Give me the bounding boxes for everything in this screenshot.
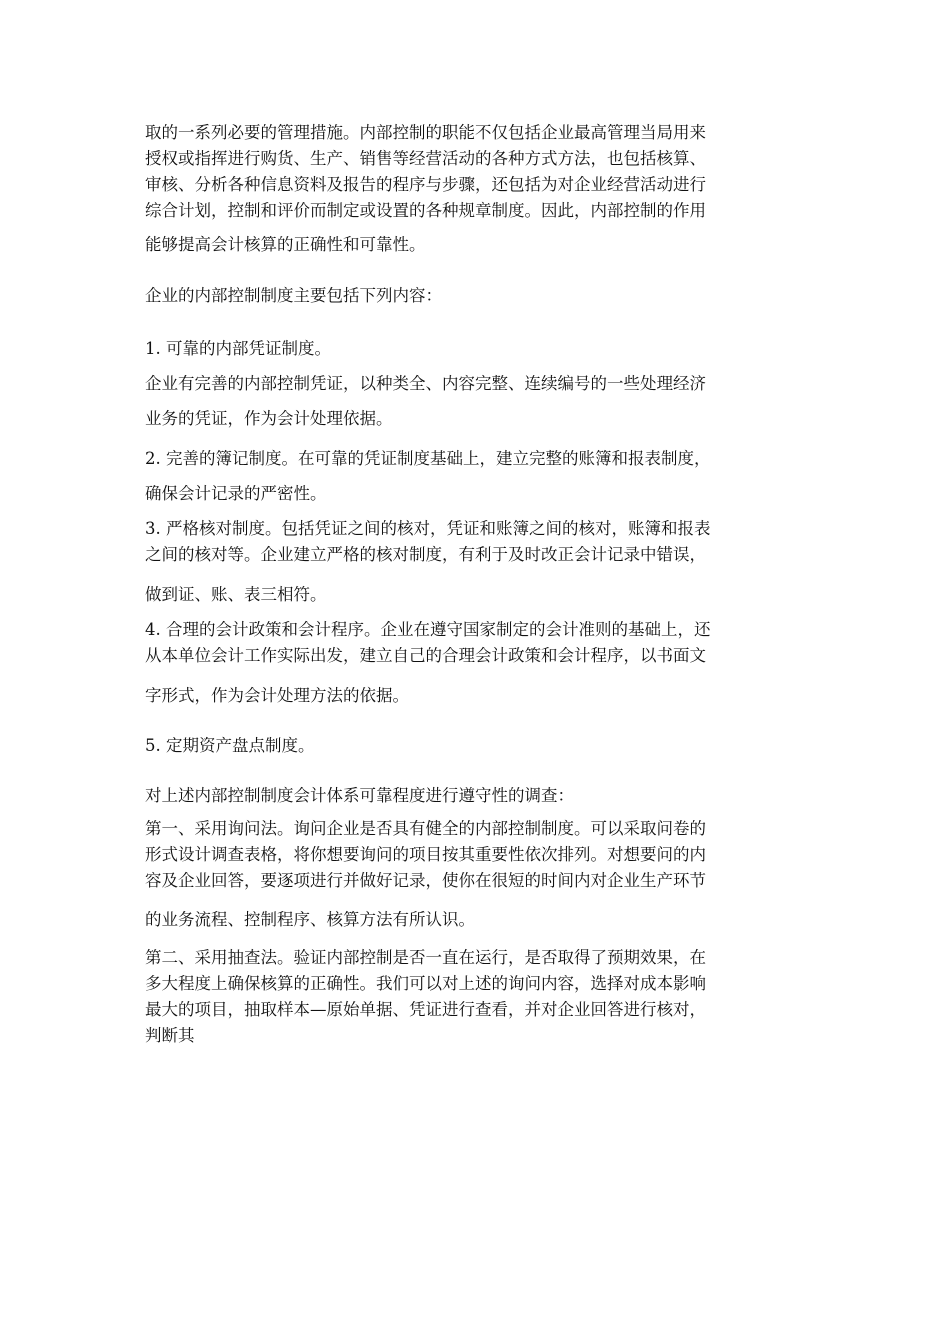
list-item-1-heading: 1. 可靠的内部凭证制度。 <box>145 339 331 358</box>
paragraph-inquiry-method: 第一、采用询问法。询问企业是否具有健全的内部控制制度。可以采取问卷的 形式设计调查表格，将你想要询问的项目按其重要性依次排列。对想要问的内 容及企业回答，要逐项进行并做好记录，使你在很短的时间内对企业生产环节 <box>145 819 706 890</box>
paragraph-control-role: 能够提高会计核算的正确性和可靠性。 <box>145 235 426 254</box>
paragraph-compliance-survey-intro: 对上述内部控制制度会计体系可靠程度进行遵守性的调查： <box>145 786 574 805</box>
list-item-3-cont: 做到证、账、表三相符。 <box>145 585 327 604</box>
list-item-4-cont: 字形式，作为会计处理方法的依据。 <box>145 686 409 705</box>
paragraph-inquiry-method-cont: 的业务流程、控制程序、核算方法有所认识。 <box>145 910 475 929</box>
list-item-1-body: 企业有完善的内部控制凭证，以种类全、内容完整、连续编号的一些处理经济 <box>145 374 706 393</box>
paragraph-control-functions: 取的一系列必要的管理措施。内部控制的职能不仅包括企业最高管理当局用来 授权或指挥进行购货、生产、销售等经营活动的各种方式方法，也包括核算、 审核、分析各种信息资料及报告的程序与步骤，还包括为对企业经营活动进行 综合计划，控制和评价而制定或设置的各种规章制度。因此，内部控制的作用 <box>145 123 706 220</box>
list-item-2-cont: 确保会计记录的严密性。 <box>145 484 327 503</box>
paragraph-sampling-method: 第二、采用抽查法。验证内部控制是否一直在运行，是否取得了预期效果，在 多大程度上确保核算的正确性。我们可以对上述的询问内容，选择对成本影响 最大的项目，抽取样本—原始单据、凭证进行查看，并对企业回答进行核对， 判断其 <box>145 948 706 1045</box>
paragraph-system-contents-intro: 企业的内部控制制度主要包括下列内容： <box>145 286 442 305</box>
list-item-3: 3. 严格核对制度。包括凭证之间的核对，凭证和账簿之间的核对，账簿和报表 之间的核对等。企业建立严格的核对制度，有利于及时改正会计记录中错误， <box>145 519 711 564</box>
list-item-4: 4. 合理的会计政策和会计程序。企业在遵守国家制定的会计准则的基础上，还 从本单位会计工作实际出发，建立自己的合理会计政策和会计程序，以书面文 <box>145 620 711 665</box>
list-item-2: 2. 完善的簿记制度。在可靠的凭证制度基础上，建立完整的账簿和报表制度， <box>145 449 711 468</box>
list-item-5: 5. 定期资产盘点制度。 <box>145 736 315 755</box>
list-item-1-body-cont: 业务的凭证，作为会计处理依据。 <box>145 409 393 428</box>
